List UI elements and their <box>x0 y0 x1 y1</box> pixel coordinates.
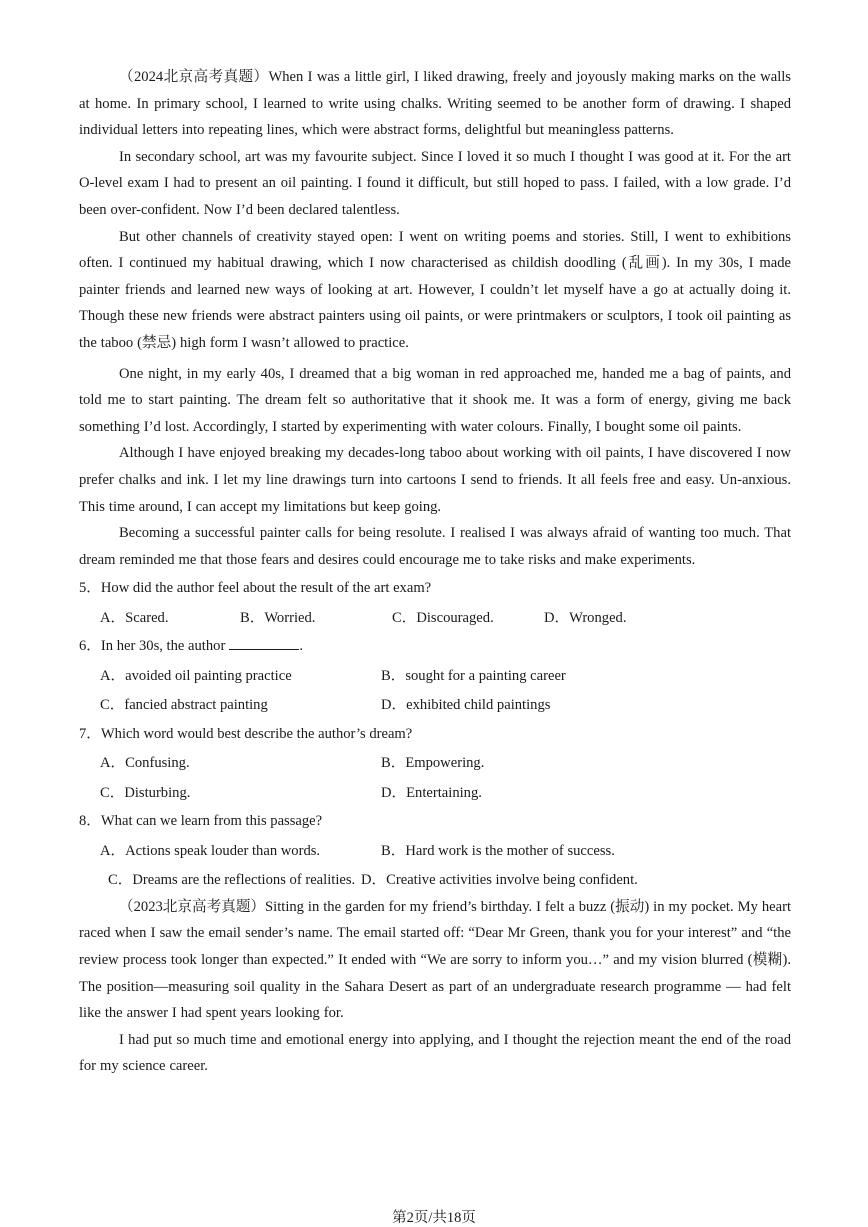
passage2-paragraph-1: （2023北京高考真题）Sitting in the garden for my friend’s birthday. I felt a buzz (振动) in my pocket. My heart raced when I saw the email sender’s name. The email started off: “Dear Mr Green, thank you for your interest” and “the review process took longer than expected.” It ended with “We are sorry to inform you…” and my vision blurred (模糊). The position—measuring soil quality in the Sahara Desert as part of an undergraduate research programme — had felt like the answer I had spent years looking for. <box>79 898 791 1022</box>
option-d: D．exhibited child paintings <box>381 697 551 714</box>
option-b: B．Worried. <box>240 609 316 626</box>
options-row <box>100 750 791 777</box>
question-stem-text: 6．In her 30s, the author <box>79 638 226 655</box>
option-d: D．Wronged. <box>544 609 627 626</box>
options-row <box>100 838 791 865</box>
answer-blank <box>229 635 299 650</box>
passage1-paragraph-5: Although I have enjoyed breaking my decades-long taboo about working with oil paints, I have discovered I now prefer chalks and ink. I let my line drawings turn into cartoons I send to friends. It all feels free and easy. Un-anxious. This time around, I can accept my limitations but keep going. <box>79 445 791 515</box>
question-stem: 8．What can we learn from this passage? <box>79 813 323 830</box>
document-content <box>79 64 791 1080</box>
question-7 <box>79 721 791 807</box>
passage1-paragraph-3: But other channels of creativity stayed open: I went on writing poems and stories. Still, I went to exhibitions often. I continued my habitual drawing, which I now characterised as childish doodling (乱画). In my 30s, I made painter friends and learned new ways of looking at art. However, I couldn’t let myself have a go at actually doing it. Though these new friends were abstract painters using oil paints, or were printmakers or sculptors, I took oil painting as the taboo (禁忌) high form I wasn’t allowed to practice. <box>79 228 791 351</box>
option-b: B．Empowering. <box>381 755 485 772</box>
passage1-paragraph-1: （2024北京高考真题）When I was a little girl, I liked drawing, freely and joyously making marks on the walls at home. In primary school, I learned to write using chalks. Writing seemed to be another form of drawing. I shaped individual letters into repeating lines, which were abstract forms, delightful but meaningless patterns. <box>79 69 791 139</box>
option-c: C．fancied abstract painting <box>100 697 268 714</box>
question-6 <box>79 633 791 719</box>
question-stem-end: . <box>299 638 303 655</box>
option-c: C．Disturbing. <box>100 784 191 801</box>
option-a: A．Actions speak louder than words. <box>100 842 321 859</box>
page-number-footer: 第2页/共18页 <box>392 1210 476 1226</box>
question-5 <box>79 575 791 631</box>
option-d: D．Creative activities involve being confident. <box>361 872 638 889</box>
option-a: A．avoided oil painting practice <box>100 667 292 684</box>
options-row <box>100 605 791 632</box>
passage2-paragraph-2: I had put so much time and emotional energy into applying, and I thought the rejection meant the end of the road for my science career. <box>79 1031 791 1075</box>
option-b: B．sought for a painting career <box>381 667 566 684</box>
passage1-paragraph-6: Becoming a successful painter calls for being resolute. I realised I was always afraid of wanting too much. That dream reminded me that those fears and desires could encourage me to take risks and make experiments. <box>79 525 791 568</box>
options-row <box>100 780 791 807</box>
passage1-paragraph-2: In secondary school, art was my favourite subject. Since I loved it so much I thought I was good at it. For the art O-level exam I had to present an oil painting. I found it difficult, but still hoped to pass. I failed, with a low grade. I’d been over-confident. Now I’d been declared talentless. <box>79 148 791 218</box>
option-c: C．Dreams are the reflections of realities. <box>108 872 356 889</box>
question-stem <box>79 633 791 660</box>
option-b: B．Hard work is the mother of success. <box>381 842 615 859</box>
option-c: C．Discouraged. <box>392 609 494 626</box>
options-row <box>100 692 791 719</box>
options-row <box>108 867 791 894</box>
passage1-paragraph-4: One night, in my early 40s, I dreamed that a big woman in red approached me, handed me a bag of paints, and told me to start painting. The dream felt so authoritative that it shook me. It was a form of energy, giving me back something I’d lost. Accordingly, I started by experimenting with water colours. Finally, I bought some oil paints. <box>79 365 791 435</box>
options-row <box>100 663 791 690</box>
question-stem: 7．Which word would best describe the author’s dream? <box>79 725 413 742</box>
question-8 <box>79 808 791 894</box>
question-stem: 5．How did the author feel about the result of the art exam? <box>79 580 432 597</box>
option-d: D．Entertaining. <box>381 784 482 801</box>
option-a: A．Scared. <box>100 609 169 626</box>
option-a: A．Confusing. <box>100 755 190 772</box>
